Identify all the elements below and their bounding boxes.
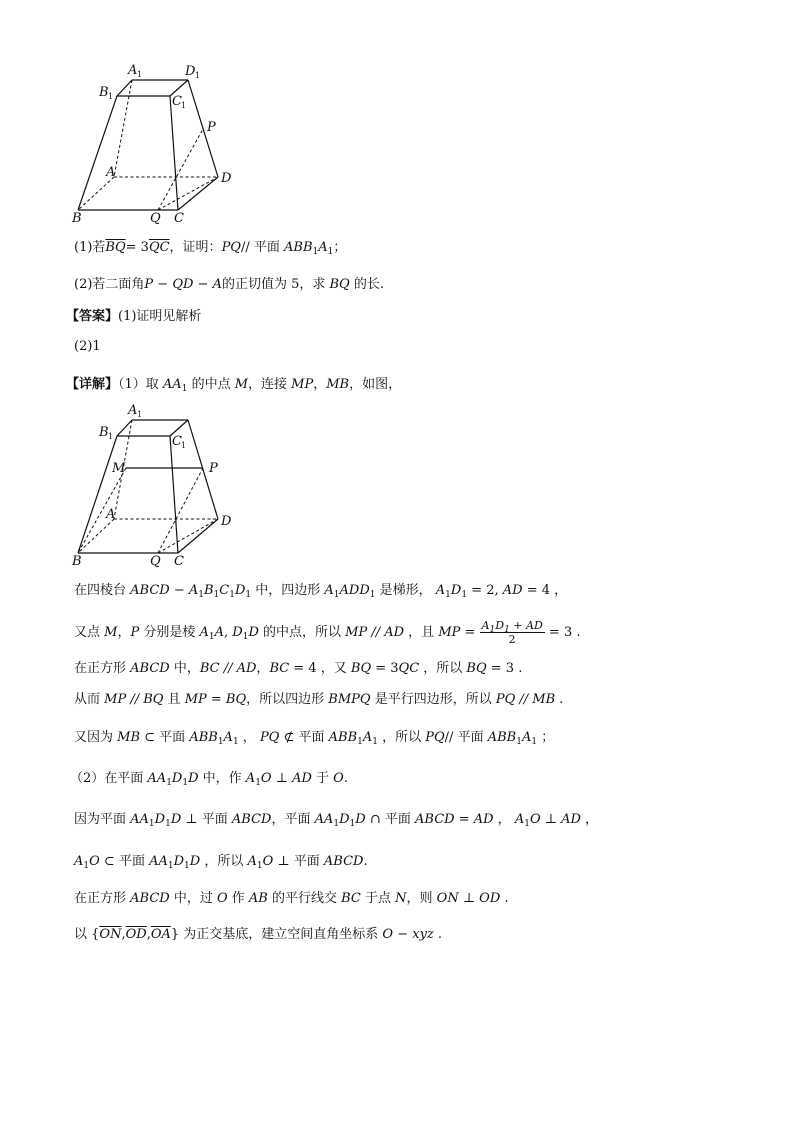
vector-QC: $\overline{QC}$	[148, 240, 170, 255]
answer-line-2: (2)1	[74, 339, 101, 354]
detail-line-10: 在正方形 ABCD 中，过 O 作 AB 的平行线交 BC 于点 N，则 ON ⊥ OD .	[74, 891, 509, 906]
label-A: A	[106, 507, 116, 522]
label-B: B	[72, 211, 82, 226]
label-C: C	[174, 211, 184, 226]
detail-line-1: 【详解】（1）取 $AA_1$ 的中点 M，连接 MP，MB，如图，	[66, 377, 402, 394]
detail-label: 【详解】	[66, 377, 119, 392]
detail-line-9: $A_1O$ ⊂ 平面 $AA_1D_1D$ ，所以 $A_1O$ ⊥ 平面 ABCD.	[74, 854, 368, 871]
label-A1: A	[128, 63, 138, 78]
label-C1-sub: 1	[181, 441, 187, 450]
frustum-diagram-2	[70, 400, 240, 572]
label-Q: Q	[150, 554, 161, 569]
label-B1: B	[99, 85, 109, 100]
label-C1: C	[172, 94, 182, 109]
label-B: B	[72, 554, 82, 569]
label-C1-sub: 1	[181, 101, 187, 110]
answer-label: 【答案】	[66, 309, 119, 324]
detail-line-11: 以 $\{\overline{ON},\overline{OD},\overline{OA}\}$ 为正交基底，建立空间直角坐标系 O − xyz .	[74, 927, 443, 942]
frustum-figure-1	[70, 60, 240, 230]
fraction-MP: $\frac{A_1D_1 + AD}{2}$	[481, 619, 543, 646]
label-B1-sub: 1	[108, 432, 114, 441]
answer-line-1: 【答案】(1)证明见解析	[66, 309, 202, 324]
label-A: A	[106, 165, 116, 180]
vector-OD: $\overline{OD}$	[125, 927, 147, 942]
label-A1-sub: 1	[137, 410, 143, 419]
frustum-diagram-1	[70, 60, 240, 230]
frustum-figure-2	[70, 400, 240, 572]
detail-line-4: 在正方形 ABCD 中，BC // AD，BC = 4 ，又 BQ = 3QC ，所以 BQ = 3 .	[74, 661, 523, 676]
label-A1: A	[128, 403, 138, 418]
label-C1: C	[172, 434, 182, 449]
label-P: P	[209, 461, 218, 476]
detail-line-7: （2）在平面 $AA_1D_1D$ 中，作 $A_1O$ ⊥ AD 于 O.	[70, 771, 348, 788]
vector-OA: $\overline{OA}$	[150, 927, 171, 942]
detail-line-5: 从而 MP // BQ 且 MP = BQ，所以四边形 BMPQ 是平行四边形，所以 PQ // MB .	[74, 692, 564, 707]
label-P: P	[207, 120, 216, 135]
detail-line-6: 又因为 MB ⊂ 平面 $ABB_1A_1$ ， PQ ⊄ 平面 $ABB_1A_1$ ，所以 PQ// 平面 $ABB_1A_1$ ；	[74, 730, 555, 747]
question-part-2: (2)若二面角P − QD − A的正切值为 5，求 BQ 的长.	[74, 277, 384, 292]
detail-line-8: 因为平面 $AA_1D_1D$ ⊥ 平面 ABCD，平面 $AA_1D_1D$ ∩ 平面 ABCD = AD ， $A_1O$ ⊥ AD ，	[74, 812, 599, 829]
label-A1-sub: 1	[137, 70, 143, 79]
label-M: M	[112, 461, 126, 476]
label-D1: D	[185, 64, 196, 79]
label-B1: B	[99, 425, 109, 440]
vector-ON: $\overline{ON}$	[99, 927, 122, 942]
label-C: C	[174, 554, 184, 569]
label-D1-sub: 1	[195, 71, 201, 80]
label-Q: Q	[150, 211, 161, 226]
label-D: D	[221, 514, 232, 529]
label-D: D	[221, 171, 232, 186]
vector-BQ: $\overline{BQ}$	[105, 240, 126, 255]
label-B1-sub: 1	[108, 92, 114, 101]
detail-line-3: 又点 M，P 分别是棱 $A_1A$, $D_1D$ 的中点，所以 MP // AD ，且 MP = $\frac{A_1D_1 + AD}{2}$ = 3 .	[74, 619, 581, 646]
detail-line-2: 在四棱台 ABCD − $A_1B_1C_1D_1$ 中，四边形 $A_1ADD_1$ 是梯形， $A_1D_1 = 2$, AD = 4 ，	[74, 583, 568, 600]
question-part-1: (1)若$\overline{BQ}= 3\overline{QC}$，证明：PQ// 平面 $ABB_1A_1$；	[74, 240, 347, 257]
